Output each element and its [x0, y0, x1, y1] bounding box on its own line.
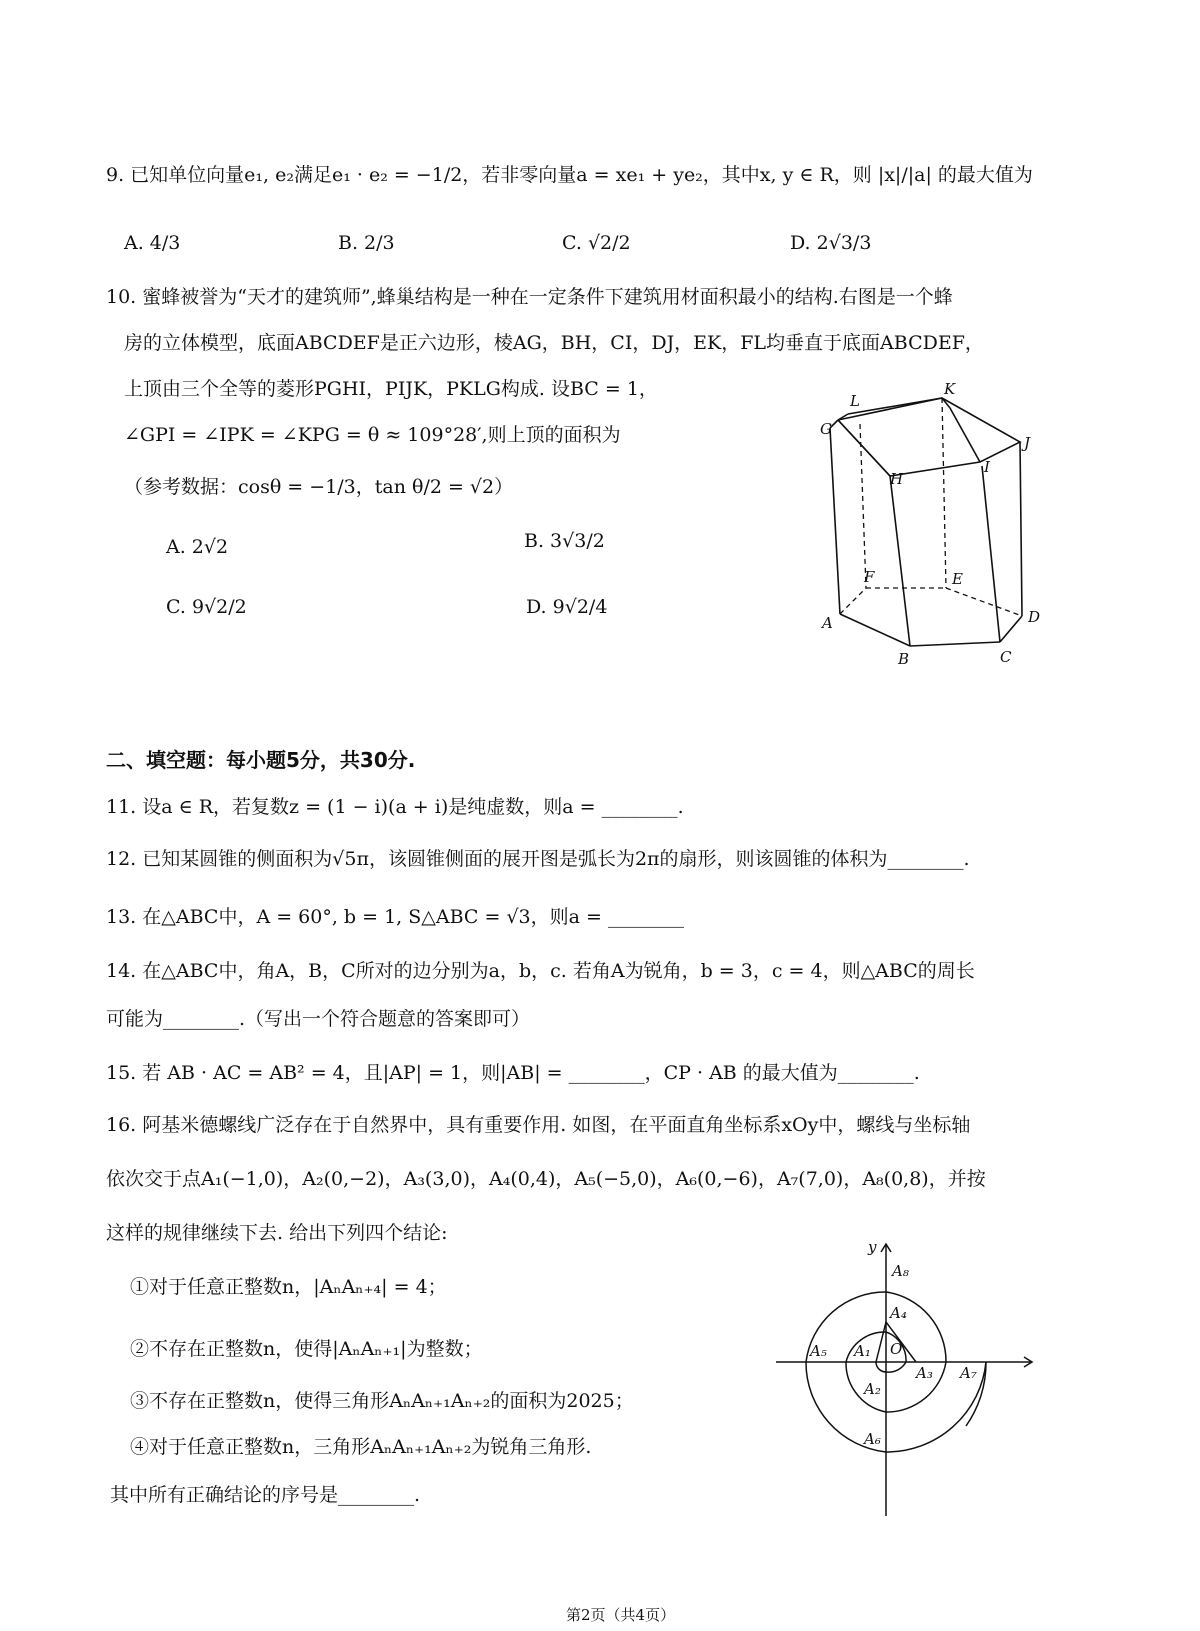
label-A: A — [822, 614, 833, 632]
q16-statement-4: ④对于任意正整数n，三角形AₙAₙ₊₁Aₙ₊₂为锐角三角形. — [130, 1436, 592, 1458]
q14-line-2: 可能为________.（写出一个符合题意的答案即可） — [106, 1008, 531, 1030]
q16-line-1: 16. 阿基米德螺线广泛存在于自然界中，具有重要作用. 如图，在平面直角坐标系xOy中，螺线与坐标轴 — [106, 1114, 971, 1136]
section-2-title: 二、填空题：每小题5分，共30分. — [106, 748, 416, 772]
q14-line-1: 14. 在△ABC中，角A，B，C所对的边分别为a，b，c. 若角A为锐角，b = 3，c = 4，则△ABC的周长 — [106, 960, 975, 982]
label-A8: A₈ — [892, 1262, 909, 1280]
label-H: H — [890, 470, 904, 488]
q16-statement-1: ①对于任意正整数n，|AₙAₙ₊₄| = 4； — [130, 1276, 447, 1298]
q10-option-b: B. 3√3/2 — [524, 530, 605, 552]
q9-stem: 9. 已知单位向量e₁, e₂满足e₁ · e₂ = −1/2，若非零向量a = xe₁ + ye₂，其中x, y ∈ R，则 |x|/|a| 的最大值为 — [106, 164, 1033, 186]
q16-statement-3: ③不存在正整数n，使得三角形AₙAₙ₊₁Aₙ₊₂的面积为2025； — [130, 1390, 634, 1412]
q16-answer: 其中所有正确结论的序号是________. — [110, 1484, 421, 1506]
q9-option-a: A. 4/3 — [124, 232, 181, 254]
q9-option-c: C. √2/2 — [562, 232, 631, 254]
label-E: E — [952, 570, 963, 588]
label-D: D — [1028, 608, 1041, 626]
q10-option-c: C. 9√2/2 — [166, 596, 247, 618]
label-F: F — [864, 568, 875, 586]
label-L: L — [850, 392, 860, 410]
q10-option-d: D. 9√2/4 — [526, 596, 608, 618]
label-I: I — [984, 458, 990, 476]
honeycomb-figure — [800, 380, 1060, 670]
q10-line-2: 房的立体模型，底面ABCDEF是正六边形，棱AG，BH，CI，DJ，EK，FL均垂直于底面ABCDEF， — [124, 332, 984, 354]
q10-option-a: A. 2√2 — [166, 536, 229, 558]
label-A5: A₅ — [810, 1342, 827, 1360]
q10-line-1: 10. 蜜蜂被誉为“天才的建筑师”,蜂巢结构是一种在一定条件下建筑用材面积最小的结构.右图是一个蜂 — [106, 286, 953, 308]
label-A4: A₄ — [890, 1304, 907, 1322]
label-J: J — [1024, 434, 1031, 452]
q13: 13. 在△ABC中，A = 60°, b = 1, S△ABC = √3，则a = ________ — [106, 906, 684, 928]
label-y: y — [868, 1238, 877, 1256]
label-O: O — [890, 1340, 903, 1358]
q11: 11. 设a ∈ R，若复数z = (1 − i)(a + i)是纯虚数，则a = ________. — [106, 796, 684, 818]
label-G: G — [820, 420, 832, 438]
q16-statement-2: ②不存在正整数n，使得|AₙAₙ₊₁|为整数； — [130, 1338, 483, 1360]
q9-option-d: D. 2√3/3 — [790, 232, 872, 254]
q12: 12. 已知某圆锥的侧面积为√5π，该圆锥侧面的展开图是弧长为2π的扇形，则该圆锥的体积为________. — [106, 848, 970, 870]
label-A7: A₇ — [960, 1364, 977, 1382]
q16-line-2: 依次交于点A₁(−1,0)，A₂(0,−2)，A₃(3,0)，A₄(0,4)，A₅(−5,0)，A₆(0,−6)，A₇(7,0)，A₈(0,8)，并按 — [106, 1168, 986, 1190]
label-A1: A₁ — [854, 1342, 871, 1360]
label-C: C — [1000, 648, 1012, 666]
q10-line-3: 上顶由三个全等的菱形PGHI，PIJK，PKLG构成. 设BC = 1， — [124, 378, 658, 400]
label-A2: A₂ — [864, 1380, 881, 1398]
spiral-figure — [770, 1238, 1040, 1520]
label-K: K — [944, 380, 956, 398]
label-A3: A₃ — [916, 1364, 933, 1382]
q16-line-3: 这样的规律继续下去. 给出下列四个结论: — [106, 1222, 448, 1244]
q15: 15. 若 AB · AC = AB² = 4，且|AP| = 1，则|AB| = ________，CP · AB 的最大值为________. — [106, 1062, 920, 1084]
page-footer: 第2页（共4页） — [566, 1606, 676, 1624]
label-B: B — [898, 650, 910, 668]
q10-line-4: ∠GPI = ∠IPK = ∠KPG = θ ≈ 109°28′,则上顶的面积为 — [124, 424, 621, 446]
label-A6: A₆ — [864, 1430, 881, 1448]
q9-option-b: B. 2/3 — [338, 232, 395, 254]
q10-line-5: （参考数据：cosθ = −1/3，tan θ/2 = √2） — [124, 476, 514, 498]
